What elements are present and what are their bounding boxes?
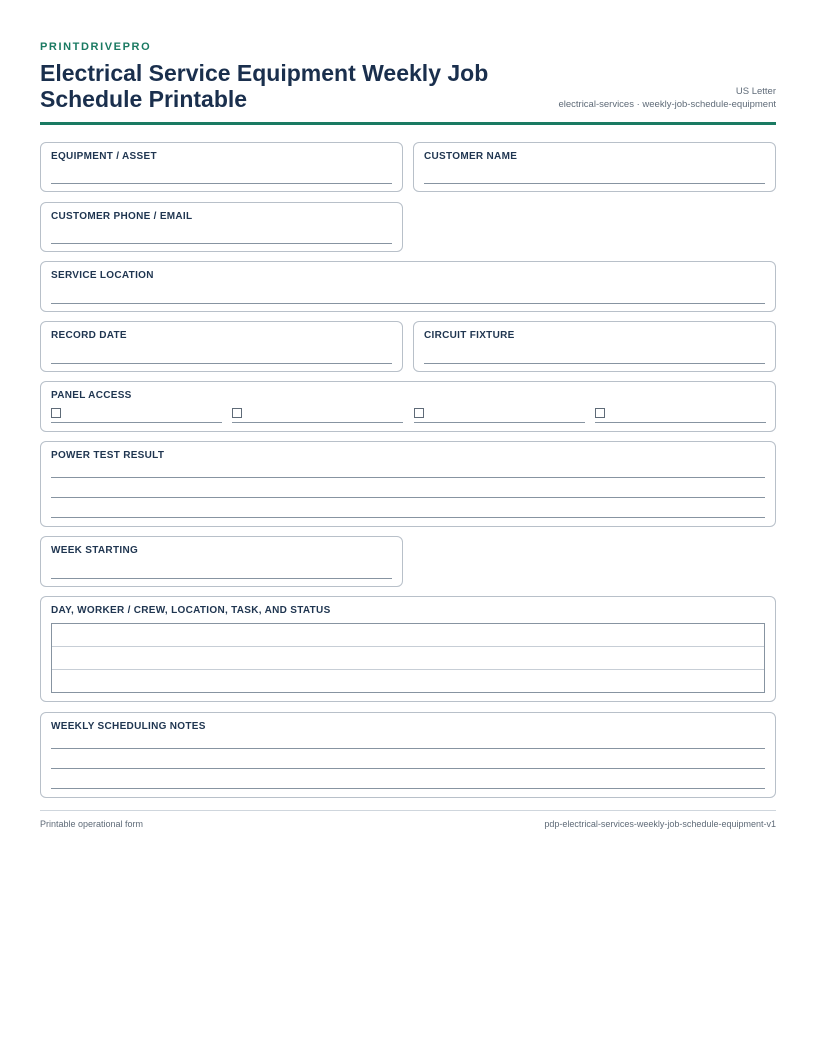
circuit-fixture-field xyxy=(413,321,776,372)
checkbox[interactable] xyxy=(51,408,61,418)
panel-access-field xyxy=(40,381,776,432)
week-starting-input-line[interactable] xyxy=(51,578,392,579)
table-row[interactable] xyxy=(52,670,764,693)
panel-access-option-1 xyxy=(51,408,222,423)
panel-access-option-3 xyxy=(414,408,585,423)
customer-contact-input-line[interactable] xyxy=(51,243,392,244)
equipment-asset-label: EQUIPMENT / ASSET xyxy=(51,151,157,162)
checkbox[interactable] xyxy=(232,408,242,418)
header-divider xyxy=(40,122,776,125)
circuit-fixture-label: CIRCUIT FIXTURE xyxy=(424,330,515,341)
equipment-asset-input-line[interactable] xyxy=(51,183,392,184)
schedule-table-label: DAY, WORKER / CREW, LOCATION, TASK, AND STATUS xyxy=(51,605,331,616)
service-location-label: SERVICE LOCATION xyxy=(51,270,154,281)
record-date-label: RECORD DATE xyxy=(51,330,127,341)
document-path: electrical-services · weekly-job-schedule-equipment xyxy=(558,99,776,110)
weekly-notes-label: WEEKLY SCHEDULING NOTES xyxy=(51,721,206,732)
week-starting-field xyxy=(40,536,403,587)
record-date-input-line[interactable] xyxy=(51,363,392,364)
circuit-fixture-input-line[interactable] xyxy=(424,363,765,364)
option-write-line[interactable] xyxy=(232,422,403,423)
notes-line-3[interactable] xyxy=(51,788,765,789)
record-date-field xyxy=(40,321,403,372)
checkbox[interactable] xyxy=(595,408,605,418)
table-row[interactable] xyxy=(52,624,764,647)
checkbox[interactable] xyxy=(414,408,424,418)
panel-access-label: PANEL ACCESS xyxy=(51,390,132,401)
panel-access-option-4 xyxy=(595,408,766,423)
brand-logo: PRINTDRIVEPRO xyxy=(40,41,152,53)
footer-form-id: pdp-electrical-services-weekly-job-schedule-equipment-v1 xyxy=(544,819,776,829)
notes-line-1[interactable] xyxy=(51,748,765,749)
panel-access-option-2 xyxy=(232,408,403,423)
week-starting-label: WEEK STARTING xyxy=(51,545,139,556)
page-title: Electrical Service Equipment Weekly Job Schedule Printable xyxy=(40,60,489,112)
customer-name-input-line[interactable] xyxy=(424,183,765,184)
service-location-input-line[interactable] xyxy=(51,303,765,304)
schedule-table-field xyxy=(40,596,776,702)
customer-contact-field xyxy=(40,202,403,252)
power-test-result-field xyxy=(40,441,776,527)
schedule-table xyxy=(51,623,765,693)
footer-caption: Printable operational form xyxy=(40,819,144,829)
document-meta xyxy=(558,85,776,111)
power-test-result-label: POWER TEST RESULT xyxy=(51,450,165,461)
notes-line-2[interactable] xyxy=(51,768,765,769)
equipment-asset-field xyxy=(40,142,403,192)
customer-name-field xyxy=(413,142,776,192)
page-size-label: US Letter xyxy=(735,86,776,97)
customer-contact-label: CUSTOMER PHONE / EMAIL xyxy=(51,211,193,222)
power-test-line-1[interactable] xyxy=(51,477,765,478)
service-location-field xyxy=(40,261,776,312)
power-test-line-3[interactable] xyxy=(51,517,765,518)
weekly-notes-field xyxy=(40,712,776,798)
footer-divider xyxy=(40,810,776,811)
power-test-line-2[interactable] xyxy=(51,497,765,498)
customer-name-label: CUSTOMER NAME xyxy=(424,151,518,162)
option-write-line[interactable] xyxy=(51,422,222,423)
table-row[interactable] xyxy=(52,647,764,670)
option-write-line[interactable] xyxy=(414,422,585,423)
option-write-line[interactable] xyxy=(595,422,766,423)
